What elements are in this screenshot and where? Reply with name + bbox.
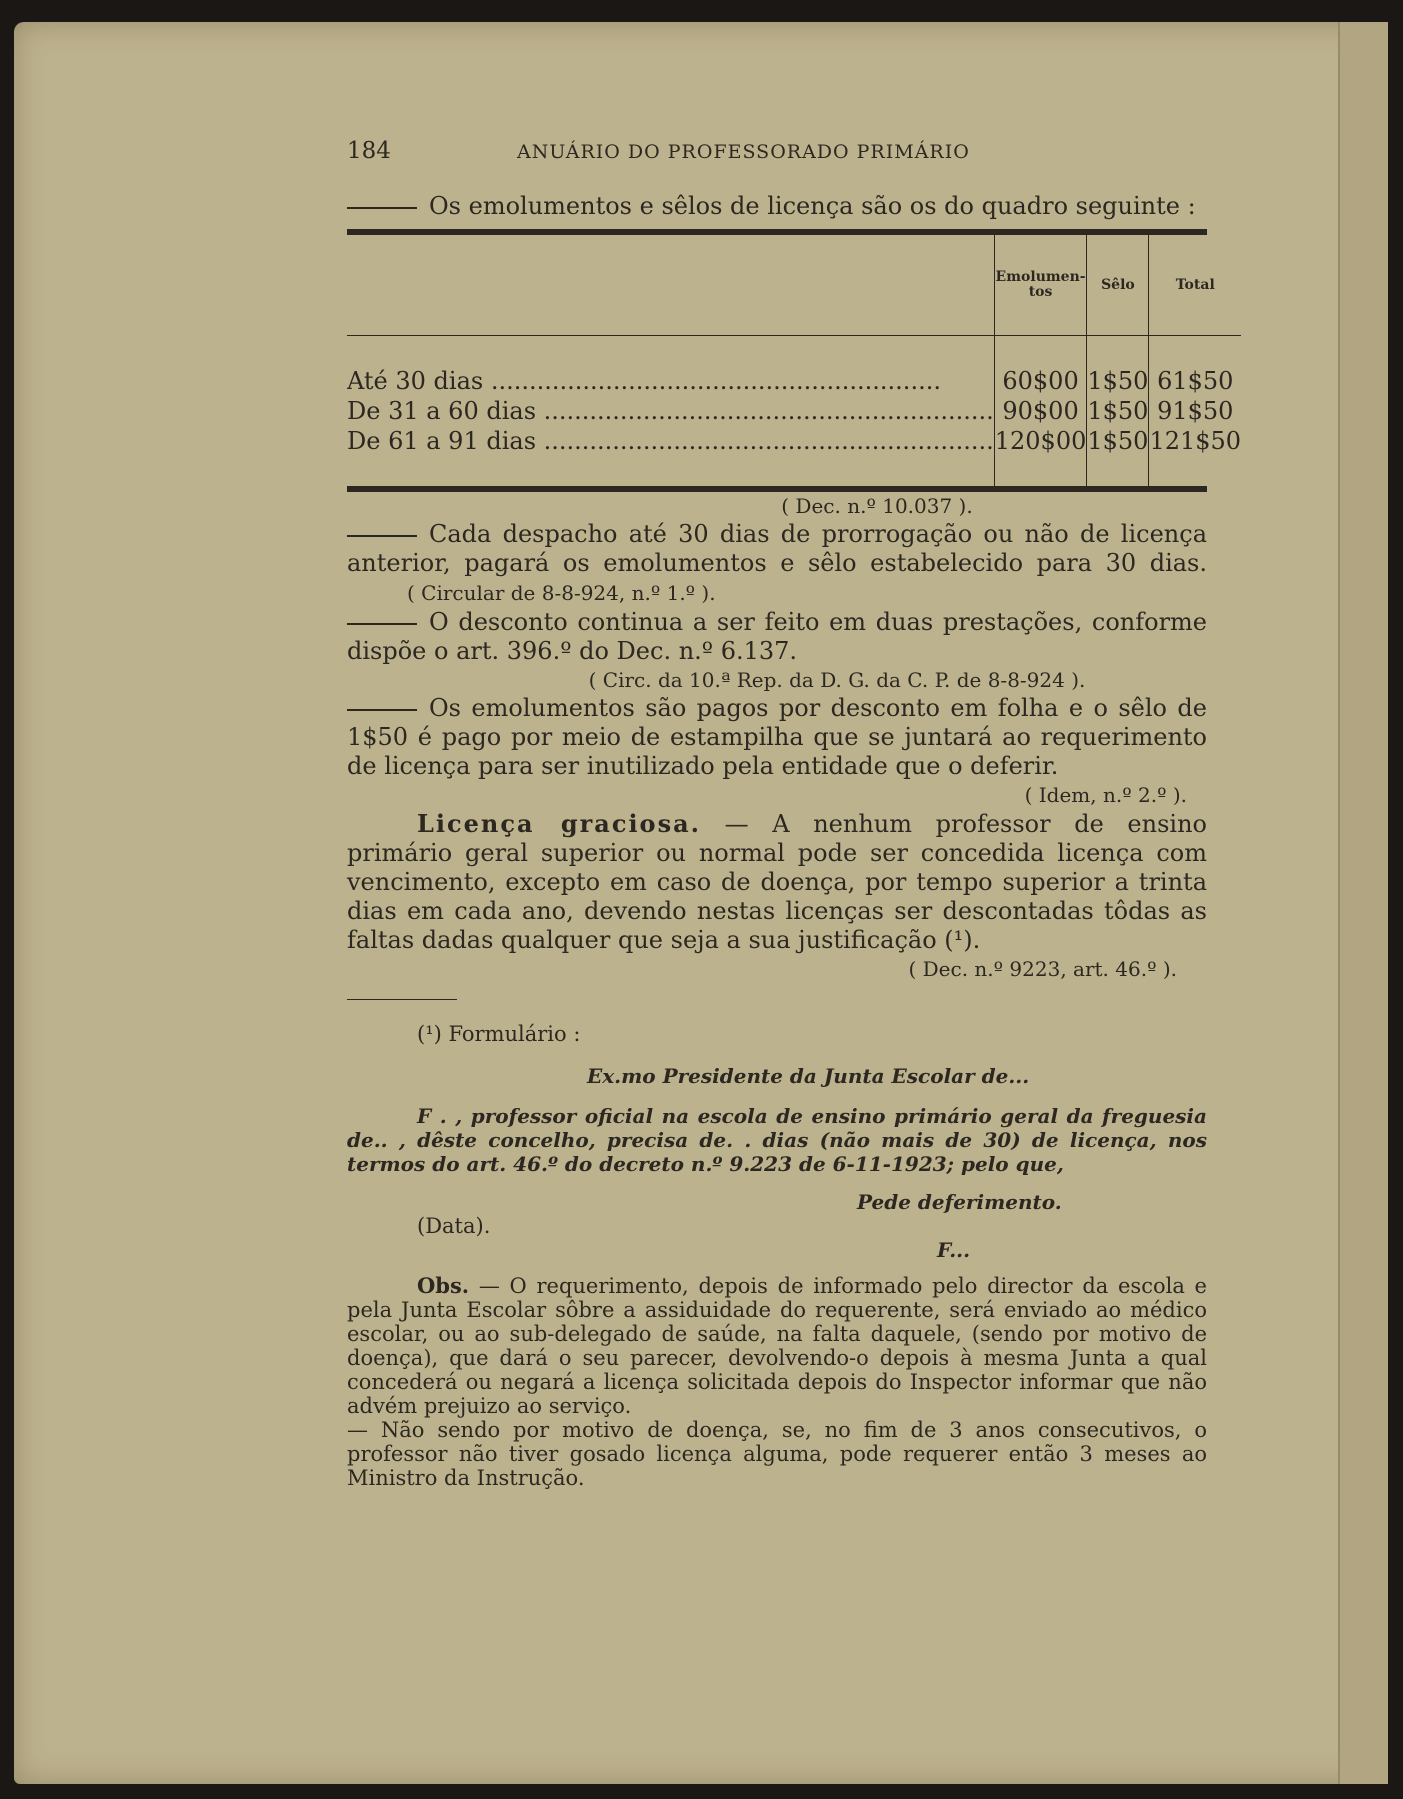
- paragraph: [347, 608, 1207, 666]
- paragraph-text: Cada despacho até 30 dias de prorrogação ou não de licença anterior, pagará os emolumentos e sêlo estabelecido para 30 dias.: [347, 520, 1207, 577]
- running-header: [347, 138, 1207, 164]
- graciosa-ref: ( Dec. n.º 9223, art. 46.º ).: [908, 957, 1177, 981]
- intro-paragraph: [347, 192, 1207, 221]
- row-label: De 61 a 91 dias .....: [347, 426, 994, 456]
- col-header-selo: Sêlo: [1087, 235, 1149, 336]
- graciosa-paragraph: [347, 809, 1207, 955]
- form-body: F . , professor oficial na escola de ensino primário geral da freguesia de.. , dêste concelho, precisa de. . dias (não mais de 30) de licença, nos termos do art. 46.º do decreto n.º 9.223 de 6-11-1923; pelo que,: [347, 1104, 1207, 1176]
- paragraph: [347, 694, 1207, 781]
- graciosa-text: — A nenhum professor de ensino primário geral superior ou normal pode ser concedida licença com vencimento, excepto em caso de doença, por tempo superior a trinta dias em cada ano, devendo nestas licenças ser descontadas tôdas as faltas dadas qualquer que seja a sua justificação (¹).: [347, 810, 1207, 954]
- fees-table: [347, 235, 1241, 486]
- form-closing: Pede deferimento.: [857, 1190, 1062, 1214]
- em-dash-rule: [347, 535, 417, 537]
- form-date: (Data).: [417, 1214, 491, 1238]
- form-signature: F...: [937, 1238, 971, 1262]
- intro-text: Os emolumentos e sêlos de licença são os do quadro seguinte :: [429, 192, 1196, 220]
- obs-label: Obs.: [417, 1273, 470, 1298]
- paragraph-text: O desconto continua a ser feito em duas prestações, conforme dispõe o art. 396.º do Dec. n.º 6.137.: [347, 608, 1207, 665]
- cell-emolumentos: 60$00: [994, 366, 1087, 396]
- footnote-rule: [347, 999, 457, 1000]
- cell-selo: 1$50: [1087, 426, 1149, 455]
- em-dash-rule: [347, 709, 417, 711]
- paragraph-ref: ( Circular de 8-8-924, n.º 1.º ).: [407, 581, 716, 605]
- table-header-blank: [347, 235, 994, 336]
- obs-paragraph: [347, 1274, 1207, 1418]
- paragraph-text: Os emolumentos são pagos por desconto em folha e o sêlo de 1$50 é pago por meio de estampilha que se juntará ao requerimento de licença para ser inutilizado pela entidade que o deferir.: [347, 694, 1207, 780]
- col-header-total: Total: [1149, 235, 1241, 336]
- obs-text: — O requerimento, depois de informado pelo director da escola e pela Junta Escolar sôbre a assiduidade do requerente, será enviado ao médico escolar, ou ao sub-delegado de saúde, na falta daquele, (sendo por motivo de doença), que dará o seu parecer, devolvendo-o depois à mesma Junta a qual concederá ou negará a licença solicitada depois do Inspector informar que não advém prejuizo ao serviço.: [347, 1274, 1207, 1418]
- page-edge: [1338, 22, 1388, 1784]
- last-paragraph: — Não sendo por motivo de doença, se, no fim de 3 anos consecutivos, o professor não tiver gosado licença alguma, pode requerer então 3 meses ao Ministro da Instrução.: [347, 1418, 1207, 1490]
- page-number: 184: [347, 138, 391, 164]
- paragraph: [347, 520, 1207, 608]
- cell-selo: 1$50: [1087, 366, 1149, 395]
- page-content: [347, 138, 1242, 1490]
- footnote-label: (¹) Formulário :: [417, 1022, 581, 1046]
- cell-total: 121$50: [1149, 426, 1242, 455]
- table-row: [347, 396, 1241, 426]
- table-row: [347, 426, 1241, 456]
- cell-emolumentos: 90$00: [994, 396, 1087, 426]
- table-source: ( Dec. n.º 10.037 ).: [781, 494, 973, 518]
- cell-selo: 1$50: [1087, 396, 1149, 425]
- cell-total: 91$50: [1149, 396, 1241, 426]
- form-salutation: Ex.mo Presidente da Junta Escolar de...: [587, 1064, 1030, 1088]
- paragraph-ref: ( Circ. da 10.ª Rep. da D. G. da C. P. de 8-8-924 ).: [588, 668, 1086, 692]
- graciosa-heading: Licença graciosa.: [417, 809, 701, 838]
- em-dash-rule: [347, 207, 417, 209]
- em-dash-rule: [347, 623, 417, 625]
- cell-total: 61$50: [1149, 366, 1241, 396]
- cell-emolumentos: 120$00: [994, 426, 1087, 455]
- table-row: [347, 366, 1241, 396]
- col-header-emolumentos: Emolumen-tos: [994, 235, 1087, 336]
- row-label: Até 30 dias .....: [347, 366, 994, 396]
- running-title: ANUÁRIO DO PROFESSORADO PRIMÁRIO: [517, 141, 970, 163]
- row-label: De 31 a 60 dias .....: [347, 396, 994, 426]
- paragraph-ref: ( Idem, n.º 2.º ).: [1024, 783, 1187, 807]
